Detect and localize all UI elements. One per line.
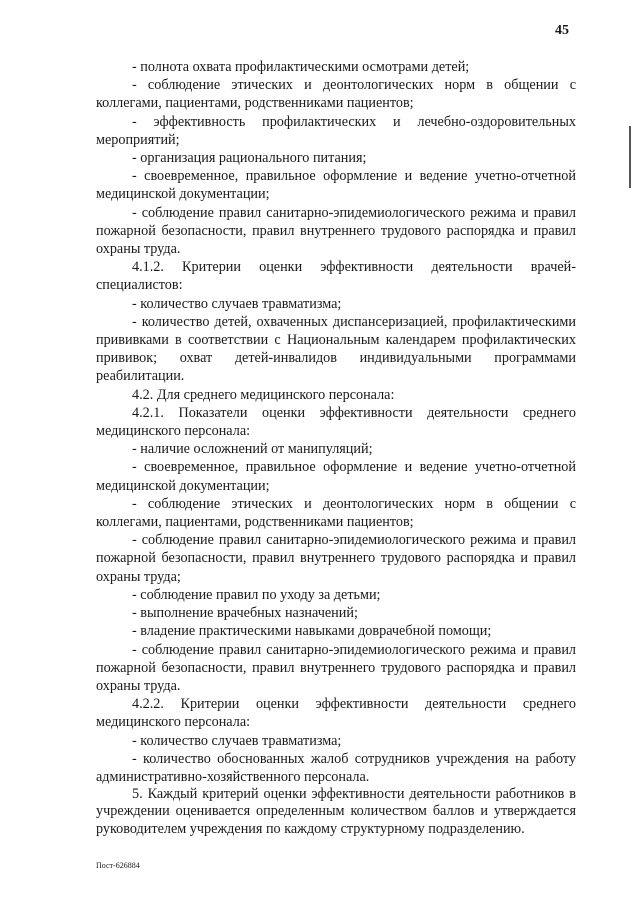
paragraph: - наличие осложнений от манипуляций; — [132, 441, 373, 458]
page-number: 45 — [555, 23, 569, 38]
paragraph: - соблюдение этических и деонтологических норм в общении с коллегами, пациентами, родственниками пациентов; — [96, 77, 576, 112]
paragraph: - организация рационального питания; — [132, 150, 367, 167]
section-heading: 4.1.2. Критерии оценки эффективности деятельности врачей-специалистов: — [96, 259, 576, 294]
paragraph: - соблюдение правил по уходу за детьми; — [132, 586, 381, 603]
section-heading: 4.2. Для среднего медицинского персонала: — [132, 386, 395, 403]
scan-edge-mark — [629, 126, 631, 188]
footer-document-code: Пост-626884 — [96, 861, 140, 870]
section-heading: 4.2.1. Показатели оценки эффективности деятельности среднего медицинского персонала: — [96, 404, 576, 440]
paragraph: - эффективность профилактических и лечебно-оздоровительных мероприятий; — [96, 113, 576, 148]
paragraph: - своевременное, правильное оформление и ведение учетно-отчетной медицинской документации; — [96, 168, 576, 203]
paragraph: - полнота охвата профилактическими осмотрами детей; — [132, 59, 470, 75]
paragraph: - количество обоснованных жалоб сотрудников учреждения на работу административно-хозяйственного персонала. — [96, 750, 576, 785]
paragraph: - соблюдение правил санитарно-эпидемиологического режима и правил пожарной безопасности, правил внутреннего трудового распорядка и правил охраны труда. — [96, 204, 576, 258]
paragraph: - владение практическими навыками доврачебной помощи; — [132, 623, 492, 640]
paragraph: - выполнение врачебных назначений; — [132, 605, 358, 622]
section-heading: 4.2.2. Критерии оценки эффективности деятельности среднего медицинского персонала: — [96, 696, 576, 731]
paragraph: - количество случаев травматизма; — [132, 295, 342, 312]
paragraph: - количество случаев травматизма; — [132, 732, 342, 749]
document-body — [96, 58, 576, 838]
paragraph: - соблюдение правил санитарно-эпидемиологического режима и правил пожарной безопасности, правил внутреннего трудового распорядка и правил охраны труда; — [96, 532, 576, 585]
paragraph: - своевременное, правильное оформление и ведение учетно-отчетной медицинской документации; — [96, 459, 576, 494]
paragraph: - соблюдение этических и деонтологических норм в общении с коллегами, пациентами, родственниками пациентов; — [96, 495, 576, 531]
paragraph: 5. Каждый критерий оценки эффективности деятельности работников в учреждении оценивается определенным количеством баллов и утверждается руководителем учреждения по каждому структурному подразделению. — [96, 786, 576, 837]
paragraph: - соблюдение правил санитарно-эпидемиологического режима и правил пожарной безопасности, правил внутреннего трудового распорядка и правил охраны труда. — [96, 641, 576, 694]
paragraph: - количество детей, охваченных диспансеризацией, профилактическими прививками в соответствии с Национальным календарем профилактических прививок; охват детей-инвалидов индивидуальными программами реабилитации. — [96, 313, 576, 385]
